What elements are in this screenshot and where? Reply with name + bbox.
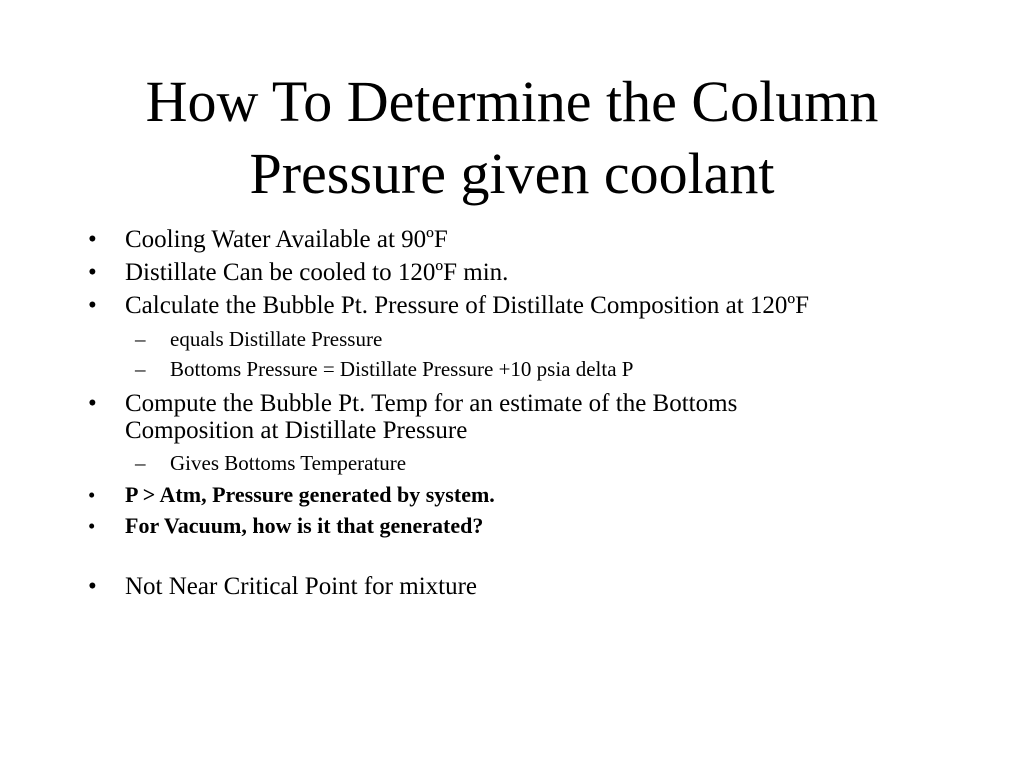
bullet-marker: •	[88, 390, 97, 417]
bullet-marker: •	[88, 483, 96, 507]
sub-bullet-marker: –	[135, 357, 146, 381]
bullet-marker: •	[88, 514, 96, 538]
bullet-marker: •	[88, 292, 97, 319]
list-item-line-2: Composition at Distillate Pressure	[125, 417, 468, 444]
list-item-bold: P > Atm, Pressure generated by system.	[125, 482, 495, 507]
list-item-line-1: Compute the Bubble Pt. Temp for an estimate of the Bottoms	[125, 390, 738, 417]
list-item-bold: For Vacuum, how is it that generated?	[125, 513, 484, 538]
list-item: Cooling Water Available at 90ºF	[125, 226, 448, 253]
bullet-marker: •	[88, 259, 97, 286]
slide-title-line-2: Pressure given coolant	[249, 141, 775, 206]
slide-title-line-1: How To Determine the Column	[145, 69, 879, 134]
bullet-marker: •	[88, 226, 97, 253]
list-item: Calculate the Bubble Pt. Pressure of Distillate Composition at 120ºF	[125, 292, 810, 319]
sub-list-item: equals Distillate Pressure	[170, 327, 383, 351]
list-item: Not Near Critical Point for mixture	[125, 573, 478, 600]
sub-bullet-marker: –	[135, 327, 146, 351]
sub-list-item: Bottoms Pressure = Distillate Pressure +10 psia delta P	[170, 357, 634, 381]
sub-bullet-marker: –	[135, 451, 146, 475]
list-item: Distillate Can be cooled to 120ºF min.	[125, 259, 509, 286]
sub-list-item: Gives Bottoms Temperature	[170, 451, 407, 475]
bullet-marker: •	[88, 573, 97, 600]
